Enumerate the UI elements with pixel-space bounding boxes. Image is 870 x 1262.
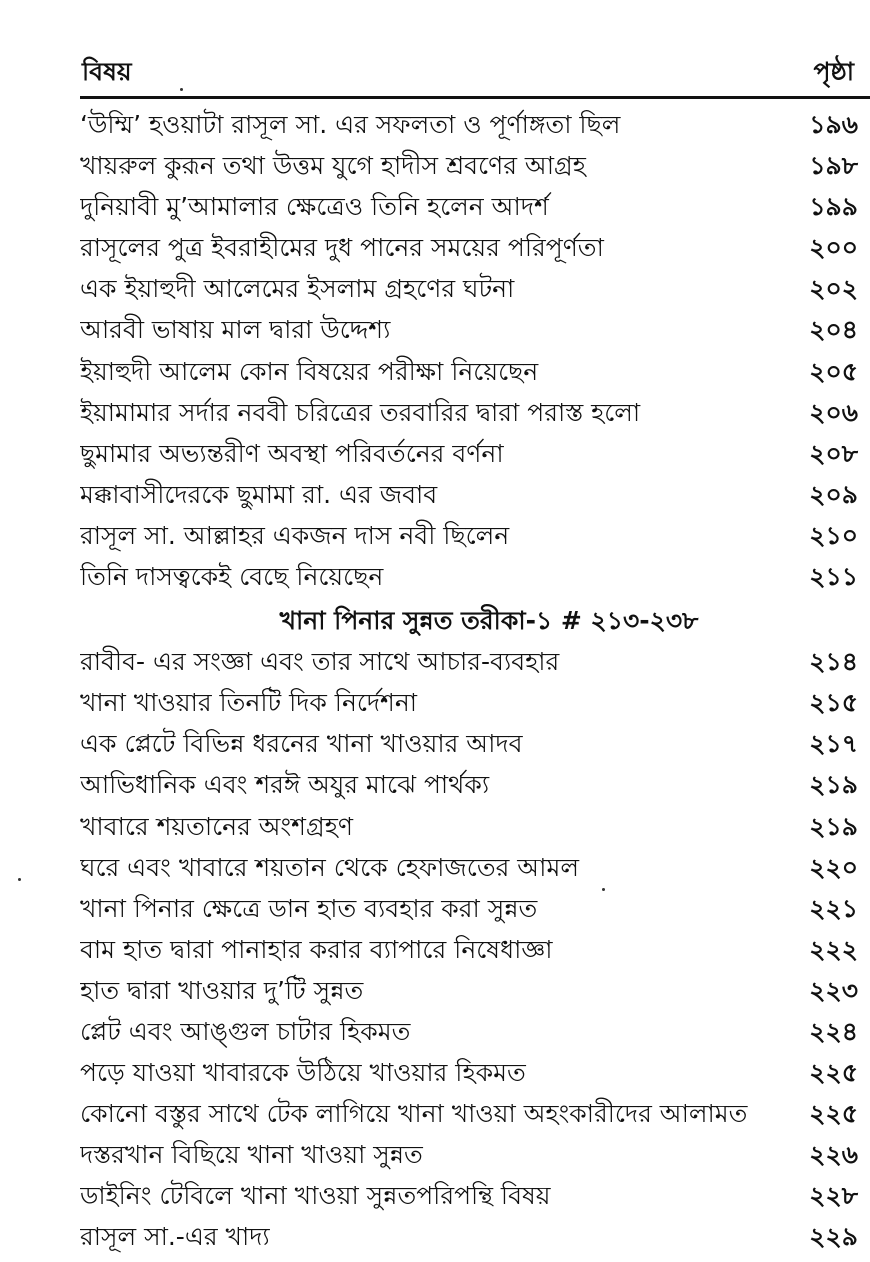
entry-title: ইয়ামামার সর্দার নববী চরিত্রের তরবারির দ্বারা পরাস্ত হলো <box>80 397 641 427</box>
toc-entry <box>80 806 858 847</box>
toc-entry <box>80 351 858 392</box>
toc-entry <box>80 1134 858 1175</box>
toc-entry <box>80 929 858 970</box>
toc-entry <box>80 268 858 309</box>
toc-entry <box>80 556 858 597</box>
subject-column-heading: বিষয় <box>82 57 132 86</box>
toc-entry <box>80 764 858 805</box>
toc-entry <box>80 970 858 1011</box>
entry-page-number: ২২৯ <box>809 1222 858 1252</box>
toc-entry <box>80 641 858 682</box>
entry-title: কোনো বস্তুর সাথে টেক লাগিয়ে খানা খাওয়া অহংকারীদের আলামত <box>80 1099 748 1129</box>
entry-page-number: ২০২ <box>809 274 858 304</box>
entry-title: ঘরে এবং খাবারে শয়তান থেকে হেফাজতের আমল <box>80 852 579 882</box>
entry-page-number: ২২৫ <box>809 1058 858 1088</box>
entry-page-number: ২২০ <box>809 852 858 882</box>
toc-entry <box>80 145 858 186</box>
entry-page-number: ২২১ <box>809 893 858 923</box>
entry-page-number: ২০৪ <box>809 315 858 345</box>
entry-title: পড়ে যাওয়া খাবারকে উঠিয়ে খাওয়ার হিকমত <box>80 1058 526 1088</box>
entry-title: রাবীব- এর সংজ্ঞা এবং তার সাথে আচার-ব্যবহার <box>80 647 560 677</box>
entry-page-number: ২১০ <box>809 520 858 550</box>
entry-title: রাসূল সা.-এর খাদ্য <box>80 1222 270 1252</box>
entry-page-number: ২২৪ <box>809 1016 858 1046</box>
entry-page-number: ২১৭ <box>809 729 858 759</box>
entry-page-number: ২০০ <box>809 233 858 263</box>
entry-title: আভিধানিক এবং শরঈ অযুর মাঝে পার্থক্য <box>80 770 490 800</box>
toc-entry <box>80 888 858 929</box>
entry-group-1 <box>80 104 858 597</box>
entry-title: ডাইনিং টেবিলে খানা খাওয়া সুন্নতপরিপন্থি বিষয় <box>80 1181 551 1211</box>
entry-title: খানা খাওয়ার তিনটি দিক নির্দেশনা <box>80 688 418 718</box>
entry-page-number: ২২২ <box>809 934 858 964</box>
entry-page-number: ২২৬ <box>809 1140 858 1170</box>
toc-entry <box>80 682 858 723</box>
entry-group-2 <box>80 641 858 1257</box>
section-heading: খানা পিনার সুন্নত তরীকা-১ # ২১৩-২৩৮ <box>279 606 699 636</box>
entry-title: রাসূলের পুত্র ইবরাহীমের দুধ পানের সময়ের পরিপূর্ণতা <box>80 233 604 263</box>
entry-title: ছুমামার অভ্যন্তরীণ অবস্থা পরিবর্তনের বর্ণনা <box>80 438 504 468</box>
toc-entry <box>80 309 858 350</box>
entry-page-number: ২১১ <box>809 562 858 592</box>
entry-page-number: ২০৮ <box>809 438 858 468</box>
toc-entry <box>80 1216 858 1257</box>
entry-page-number: ১৯৬ <box>809 110 858 139</box>
entry-page-number: ২২৩ <box>809 975 858 1005</box>
entry-page-number: ১৯৯ <box>809 192 858 222</box>
page-column-heading: পৃষ্ঠা <box>813 57 854 86</box>
entry-title: হাত দ্বারা খাওয়ার দু’টি সুন্নত <box>80 975 364 1005</box>
toc-entries <box>80 104 858 1258</box>
toc-entry <box>80 392 858 433</box>
toc-entry <box>80 1052 858 1093</box>
entry-title: প্লেট এবং আঙ্গুল চাটার হিকমত <box>80 1016 411 1046</box>
toc-entry <box>80 1011 858 1052</box>
entry-page-number: ১৯৮ <box>809 151 858 181</box>
entry-title: বাম হাত দ্বারা পানাহার করার ব্যাপারে নিষেধাজ্ঞা <box>80 934 553 964</box>
entry-title: দস্তরখান বিছিয়ে খানা খাওয়া সুন্নত <box>80 1140 423 1170</box>
entry-title: তিনি দাসত্বকেই বেছে নিয়েছেন <box>80 562 384 592</box>
header-rule <box>80 96 870 99</box>
toc-entry <box>80 1093 858 1134</box>
entry-page-number: ২১৯ <box>809 770 858 800</box>
toc-entry <box>80 515 858 556</box>
entry-title: খায়রুল কুরূন তথা উত্তম যুগে হাদীস শ্রবণের আগ্রহ <box>80 151 586 181</box>
toc-entry <box>80 474 858 515</box>
entry-title: রাসূল সা. আল্লাহর একজন দাস নবী ছিলেন <box>80 520 510 550</box>
entry-page-number: ২১৪ <box>809 647 858 677</box>
toc-header <box>82 50 860 94</box>
entry-page-number: ২০৫ <box>809 356 858 386</box>
entry-title: এক প্লেটে বিভিন্ন ধরনের খানা খাওয়ার আদব <box>80 729 523 759</box>
speck <box>180 88 183 91</box>
entry-title: ‘উম্মি’ হওয়াটা রাসূল সা. এর সফলতা ও পূর্ণাঙ্গতা ছিল <box>80 110 621 139</box>
speck <box>602 888 605 891</box>
entry-page-number: ২২৫ <box>809 1099 858 1129</box>
entry-title: এক ইয়াহুদী আলেমের ইসলাম গ্রহণের ঘটনা <box>80 274 515 304</box>
toc-entry <box>80 186 858 227</box>
entry-page-number: ২২৮ <box>809 1181 858 1211</box>
toc-entry <box>80 1175 858 1216</box>
entry-page-number: ২১৫ <box>809 688 858 718</box>
entry-page-number: ২০৯ <box>809 479 858 509</box>
entry-title: খানা পিনার ক্ষেত্রে ডান হাত ব্যবহার করা সুন্নত <box>80 893 538 923</box>
speck <box>18 878 21 881</box>
entry-title: খাবারে শয়তানের অংশগ্রহণ <box>80 811 353 841</box>
entry-page-number: ২০৬ <box>809 397 858 427</box>
entry-title: দুনিয়াবী মু’আমালার ক্ষেত্রেও তিনি হলেন আদর্শ <box>80 192 549 222</box>
entry-title: আরবী ভাষায় মাল দ্বারা উদ্দেশ্য <box>80 315 391 345</box>
toc-entry <box>80 723 858 764</box>
toc-entry <box>80 847 858 888</box>
entry-page-number: ২১৯ <box>809 811 858 841</box>
toc-entry <box>80 433 858 474</box>
entry-title: মক্কাবাসীদেরকে ছুমামা রা. এর জবাব <box>80 479 438 509</box>
entry-title: ইয়াহুদী আলেম কোন বিষয়ের পরীক্ষা নিয়েছেন <box>80 356 539 386</box>
toc-entry <box>80 104 858 145</box>
toc-entry <box>80 227 858 268</box>
